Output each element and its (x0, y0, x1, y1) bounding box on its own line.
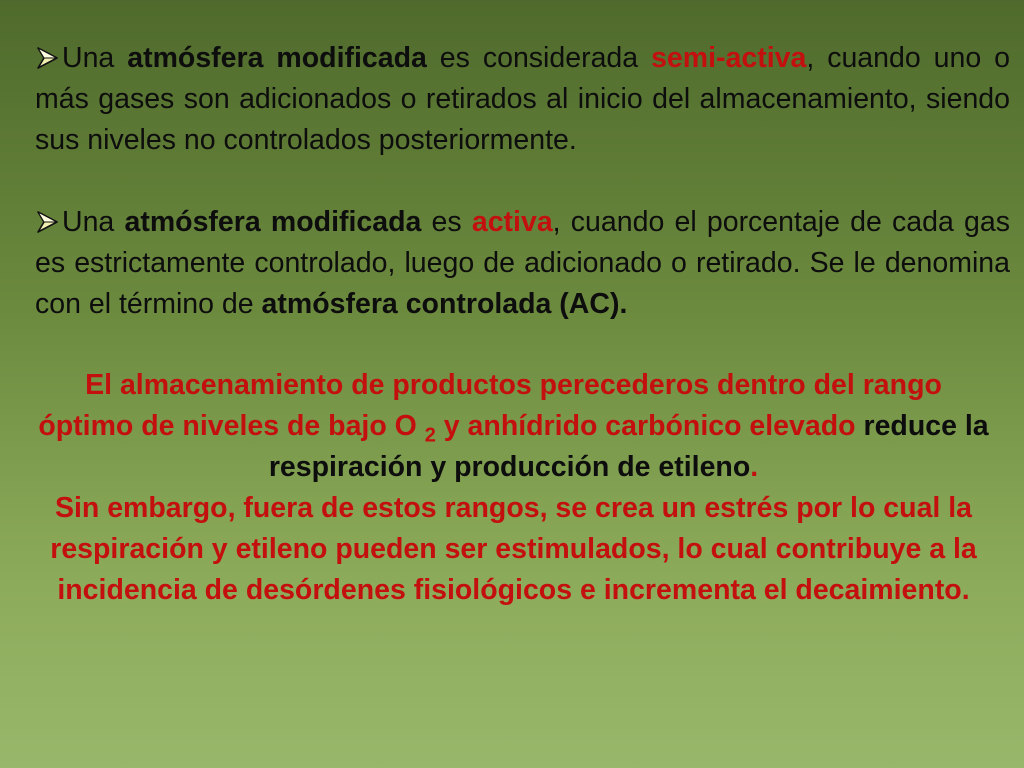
bullet2-term-activa: activa (471, 206, 553, 238)
conclusion-text-2: y anhídrido carbónico elevado (435, 410, 856, 442)
bullet2-text-3: , cuando el porcentaje de cada gas es estrictamente controlado, luego de adicionado o retirado. Se le denomina con el término de (35, 206, 1010, 320)
oxygen-subscript: 2 (424, 424, 436, 447)
bullet-paragraph-activa (35, 202, 1010, 325)
bullet2-text-1: Una (62, 206, 125, 238)
bullet-paragraph-semi-activa (35, 38, 1010, 161)
arrow-bullet-icon (35, 40, 61, 62)
bullet1-term-semi-activa: semi-activa (651, 42, 807, 74)
bullet1-term-atmosfera-modificada: atmósfera modificada (127, 42, 427, 74)
conclusion-key-phrase: reduce la respiración y producción de etileno (268, 410, 989, 483)
bullet2-term-atmosfera-controlada: atmósfera controlada (AC). (261, 288, 628, 320)
arrow-bullet-icon (35, 204, 61, 226)
bullet2-text-2: es (421, 206, 472, 238)
conclusion-block (35, 365, 1010, 611)
conclusion-text-1: El almacenamiento de productos perecederos dentro del rango óptimo de niveles de bajo O (38, 369, 942, 442)
bullet1-text-3: , cuando uno o más gases son adicionados o retirados al inicio del almacenamiento, siendo sus niveles no controlados posteriormente. (35, 42, 1011, 156)
conclusion-period: . (750, 451, 759, 483)
bullet1-text-2: es considerada (426, 42, 652, 74)
conclusion-text-3: Sin embargo, fuera de estos rangos, se crea un estrés por lo cual la respiración y etileno pueden ser estimulados, lo cual contribuye a la incidencia de desórdenes fisiológicos e incrementa el decaimiento. (50, 492, 977, 606)
bullet1-text-1: Una (62, 42, 128, 74)
bullet2-term-atmosfera-modificada: atmósfera modificada (124, 206, 422, 238)
